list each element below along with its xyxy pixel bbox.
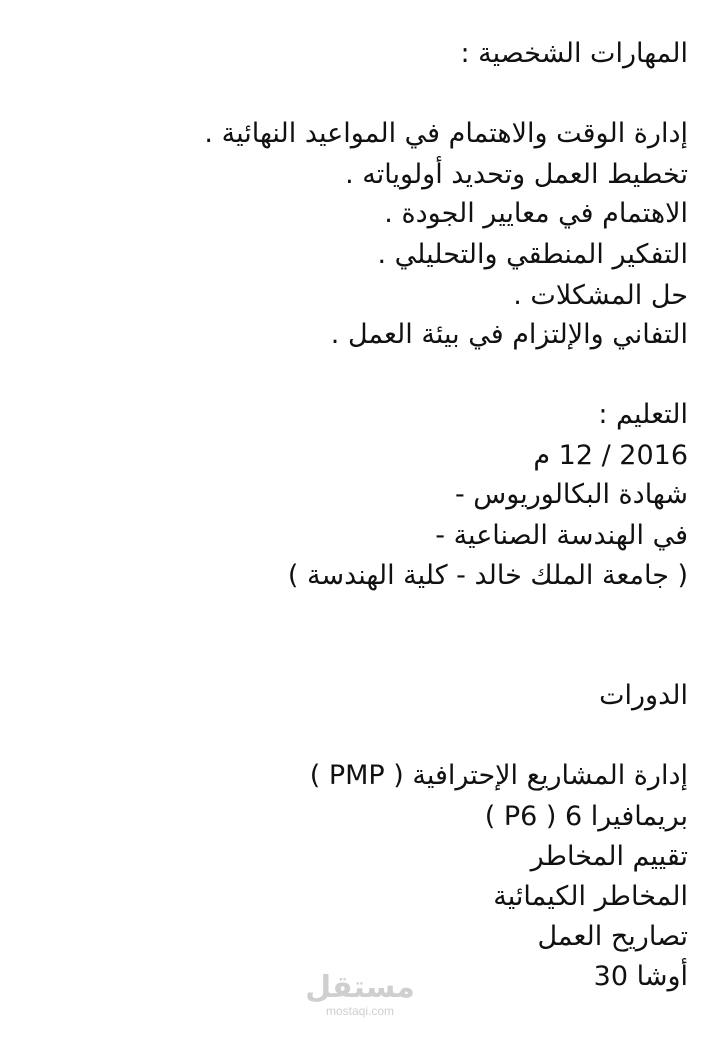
course-item: إدارة المشاريع الإحترافية ( PMP ) bbox=[309, 760, 688, 791]
watermark-logo bbox=[300, 972, 420, 1018]
courses-heading: الدورات bbox=[599, 680, 688, 711]
course-item: تصاريح العمل bbox=[537, 921, 688, 952]
course-item: أوشا 30 bbox=[593, 961, 688, 992]
course-item: تقييم المخاطر bbox=[530, 841, 688, 872]
skills-heading: المهارات الشخصية : bbox=[460, 38, 688, 69]
course-item: بريمافيرا 6 ( P6 ) bbox=[484, 801, 688, 832]
course-item: المخاطر الكيمائية bbox=[493, 881, 688, 912]
watermark-site: mostaqi.com bbox=[325, 1004, 395, 1018]
skill-item: التفاني والإلتزام في بيئة العمل . bbox=[330, 319, 688, 350]
skill-item: حل المشكلات . bbox=[513, 280, 688, 311]
education-heading: التعليم : bbox=[598, 399, 688, 430]
skill-item: الاهتمام في معايير الجودة . bbox=[384, 198, 688, 229]
skill-item: إدارة الوقت والاهتمام في المواعيد النهائية . bbox=[204, 118, 688, 149]
skill-item: التفكير المنطقي والتحليلي . bbox=[377, 239, 688, 270]
education-major: في الهندسة الصناعية - bbox=[435, 520, 688, 551]
watermark-logo-text: مستقل bbox=[305, 970, 415, 1005]
education-university: ( جامعة الملك خالد - كلية الهندسة ) bbox=[287, 560, 688, 591]
education-date: 2016 / 12 م bbox=[533, 440, 688, 471]
education-degree: شهادة البكالوريوس - bbox=[454, 479, 688, 510]
skill-item: تخطيط العمل وتحديد أولوياته . bbox=[345, 159, 688, 190]
